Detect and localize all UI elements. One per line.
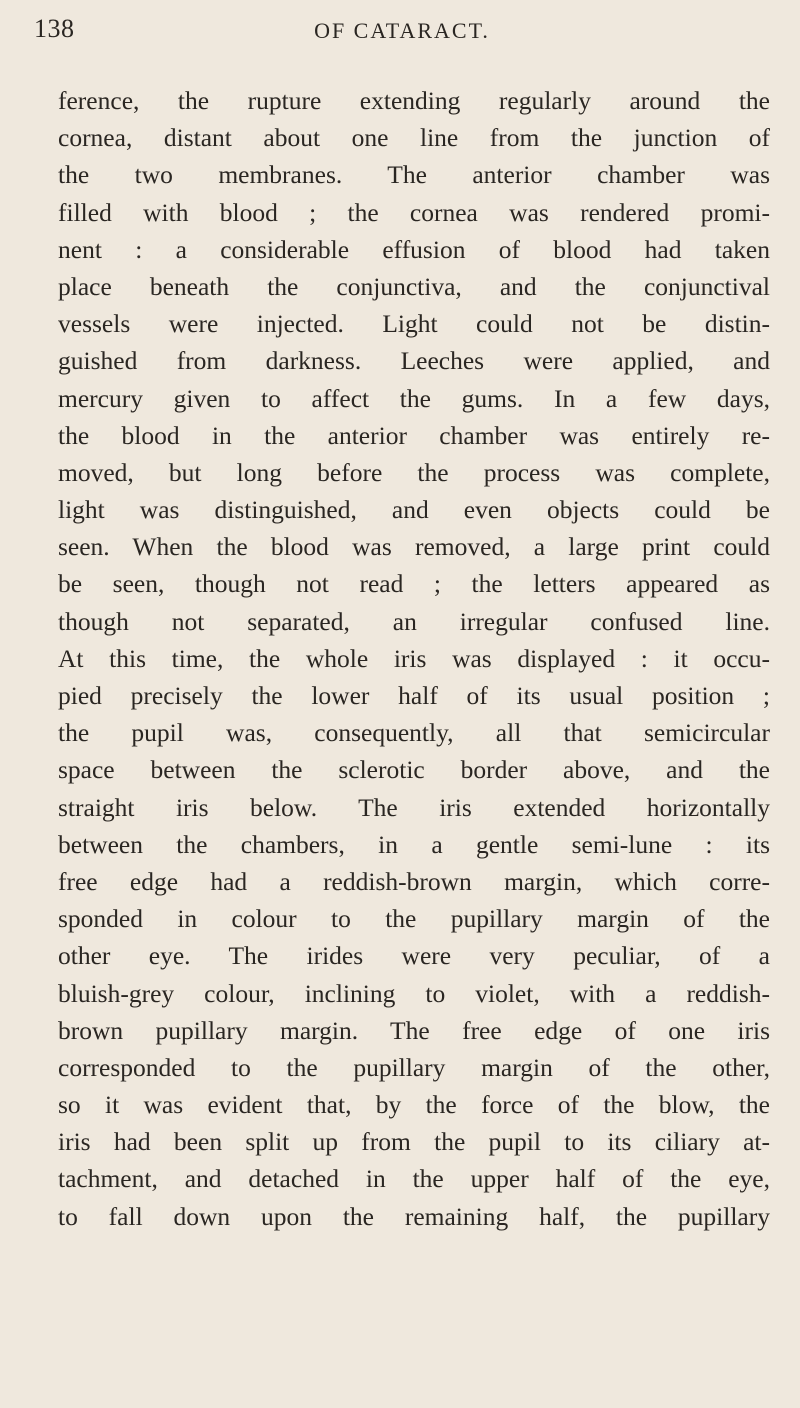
text-line: to fall down upon the remaining half, the pupillary [58,1201,770,1231]
text-line: pied precisely the lower half of its usual position ; [58,681,770,710]
text-line: straight iris below. The iris extended horizontally [58,792,770,822]
text-line: nent : a considerable effusion of blood had taken [58,234,770,264]
text-line: free edge had a reddish-brown margin, which corre- [58,866,770,896]
text-line: iris had been split up from the pupil to its ciliary at- [58,1127,770,1157]
text-line: guished from darkness. Leeches were applied, and [58,346,770,376]
text-line: place beneath the conjunctiva, and the conjunctival [58,271,770,301]
text-line: space between the sclerotic border above, and the [58,755,770,785]
text-line: though not separated, an irregular confused line. [58,606,770,636]
text-line: brown pupillary margin. The free edge of one iris [58,1015,770,1045]
text-line: vessels were injected. Light could not be distin- [58,309,770,339]
page-header [34,14,770,54]
text-line: between the chambers, in a gentle semi-lune : its [58,829,770,859]
text-line: corresponded to the pupillary margin of the other, [58,1052,770,1082]
text-line: At this time, the whole iris was displayed : it occu- [58,643,770,673]
text-line: filled with blood ; the cornea was rendered promi- [58,197,770,227]
text-line: cornea, distant about one line from the junction of [58,123,770,153]
page-number: 138 [34,14,75,43]
text-line: the pupil was, consequently, all that semicircular [58,718,770,748]
text-line: mercury given to affect the gums. In a few days, [58,383,770,413]
text-line: light was distinguished, and even objects could be [58,495,770,525]
text-line: the blood in the anterior chamber was entirely re- [58,420,770,450]
text-line: the two membranes. The anterior chamber was [58,160,770,190]
text-line: tachment, and detached in the upper half of the eye, [58,1164,770,1194]
text-line: ference, the rupture extending regularly around the [58,86,770,115]
text-line: bluish-grey colour, inclining to violet, with a reddish- [58,978,770,1008]
text-line: so it was evident that, by the force of the blow, the [58,1090,770,1120]
body-paragraph [58,82,770,1235]
running-title: OF CATARACT. [314,18,490,43]
text-line: seen. When the blood was removed, a large print could [58,532,770,562]
text-line: be seen, though not read ; the letters appeared as [58,569,770,599]
text-line: sponded in colour to the pupillary margin of the [58,904,770,934]
text-line: other eye. The irides were very peculiar, of a [58,941,770,971]
text-line: moved, but long before the process was complete, [58,457,770,487]
